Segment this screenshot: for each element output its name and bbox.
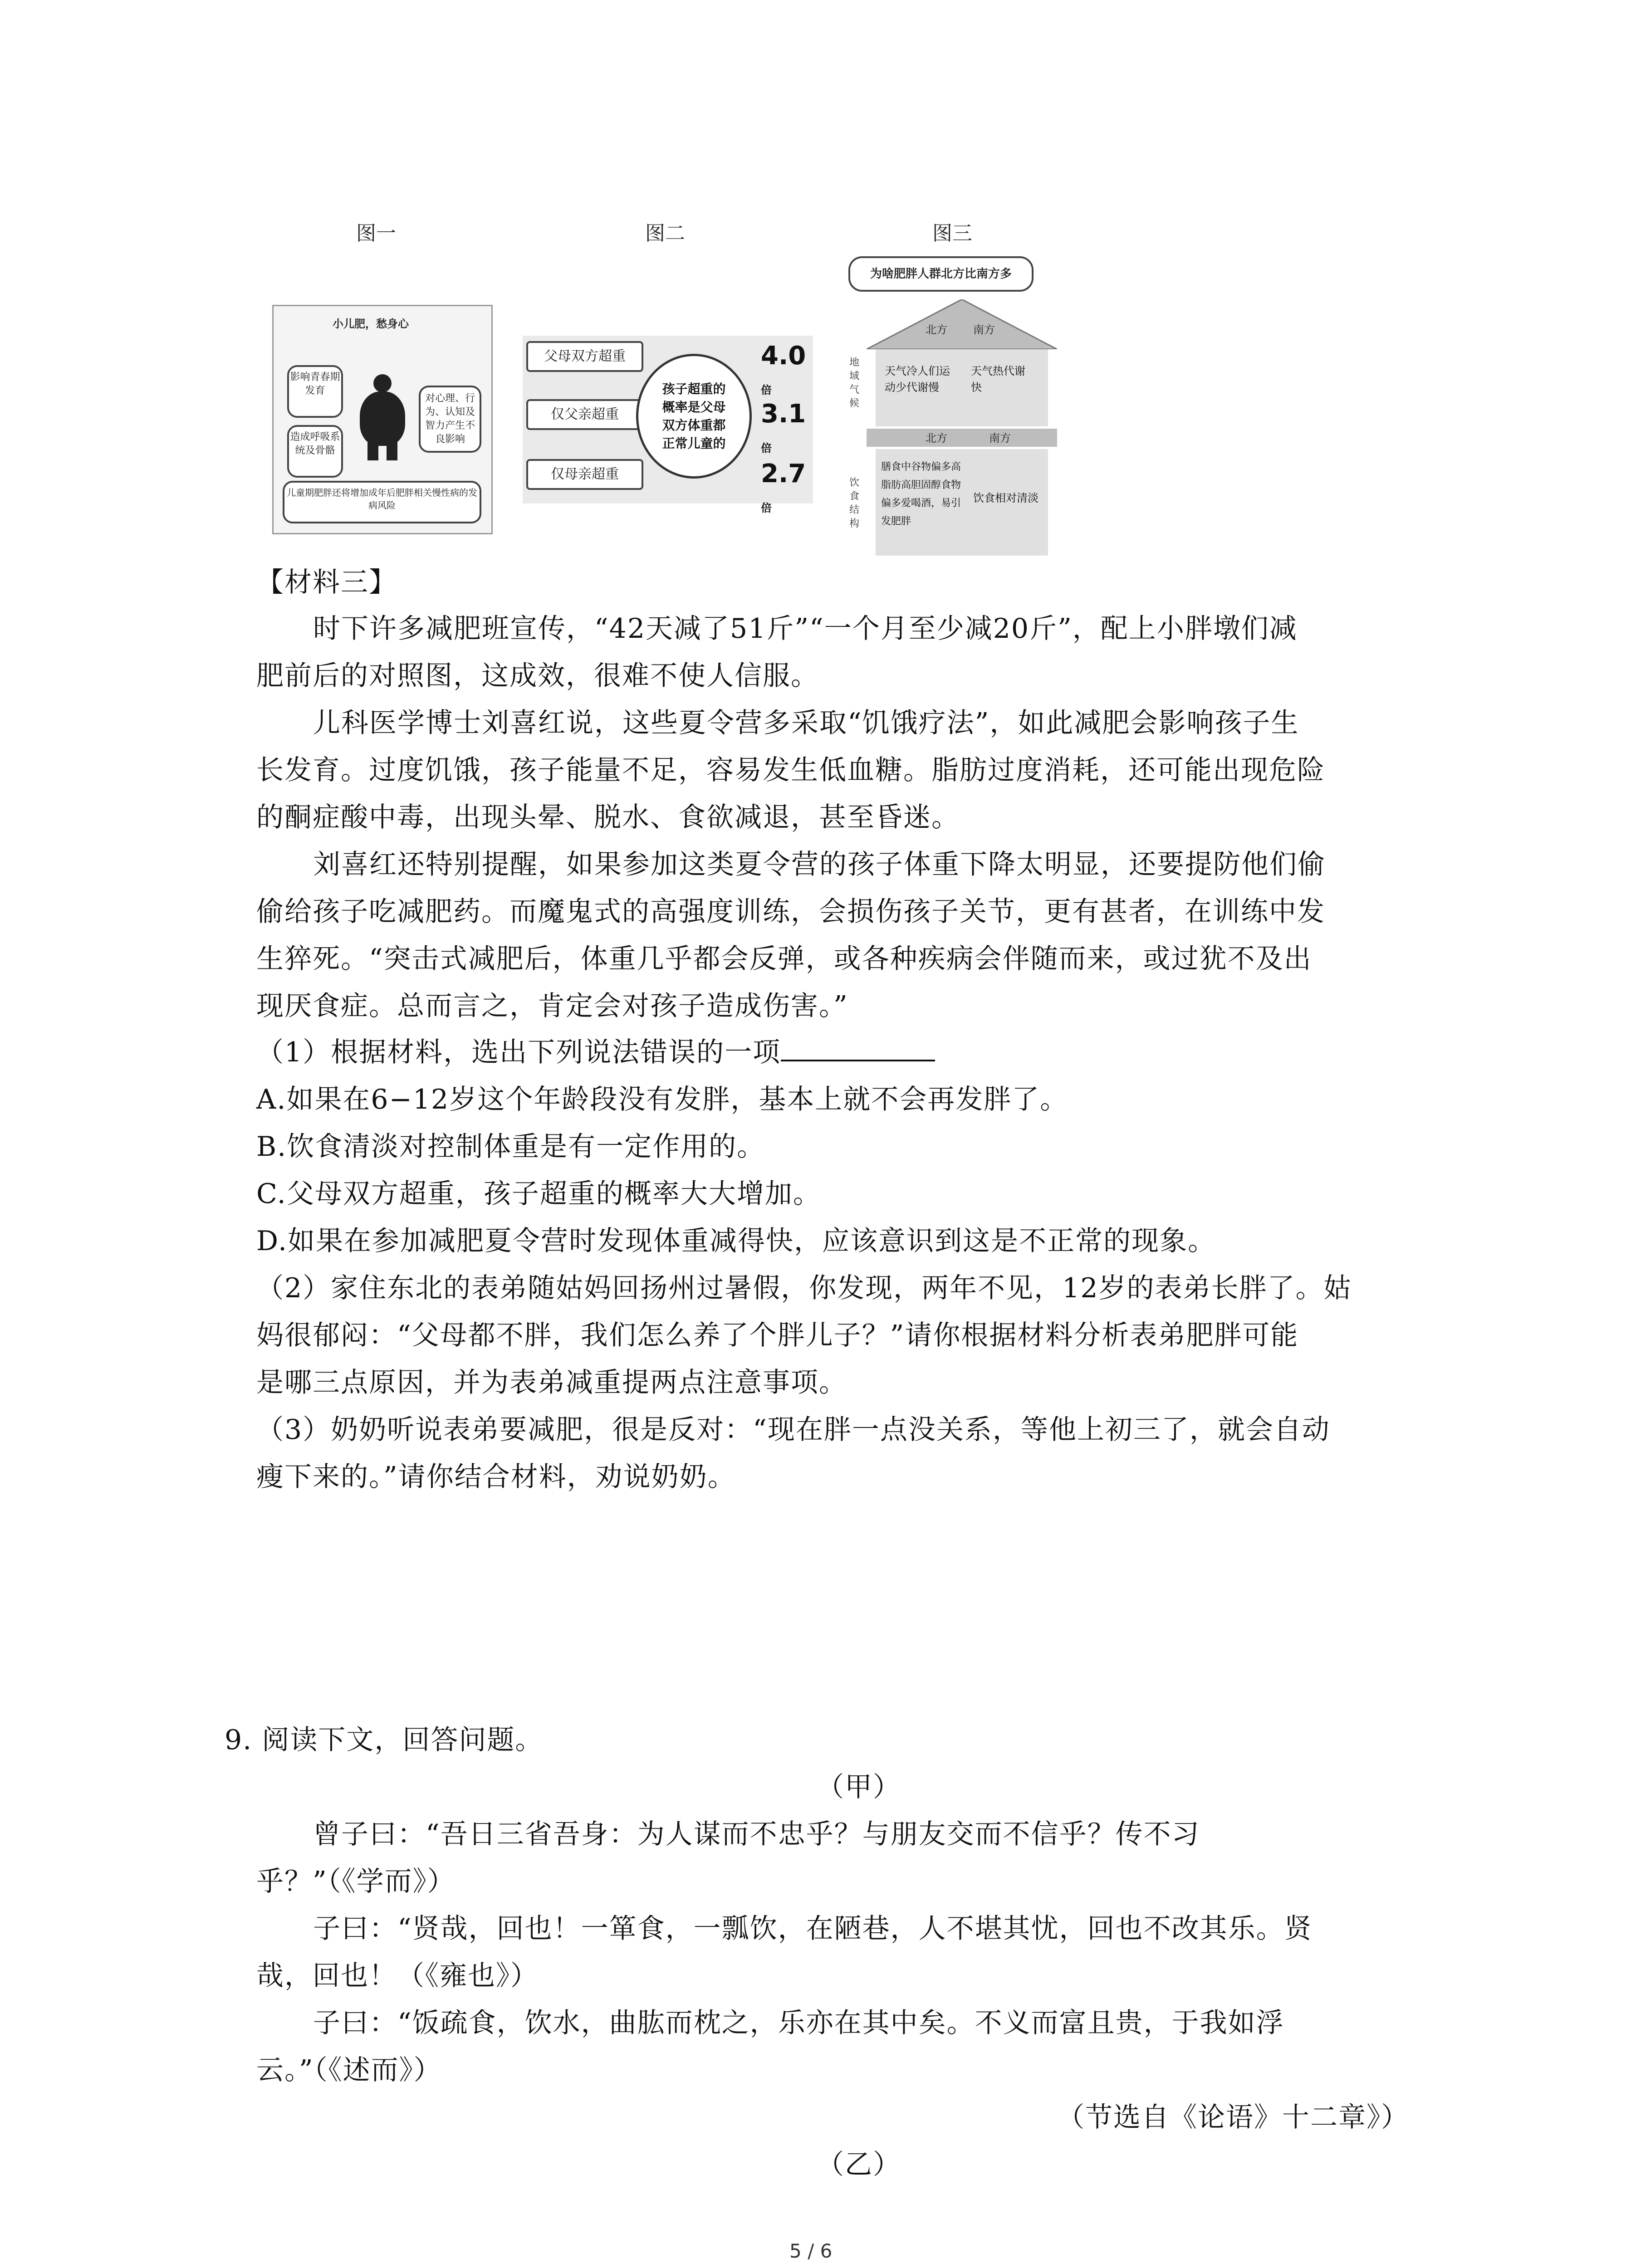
q9-source: （节选自《论语》十二章》） [1057, 2102, 1409, 2133]
question-2-line-2: 妈很郁闷：“父母都不胖，我们怎么养了个胖儿子？”请你根据材料分析表弟肥胖可能 [256, 1320, 1299, 1351]
q9-title: 9. 阅读下文，回答问题。 [225, 1724, 544, 1756]
fig3-side-top: 地域气候 [849, 357, 860, 409]
fig2-center-circle [636, 354, 752, 479]
fig2-row3-label: 仅母亲超重 [551, 466, 619, 482]
material3-line-3: 儿科医学博士刘喜红说，这些夏令营多采取“饥饿疗法”，如此减肥会影响孩子生 [313, 707, 1299, 739]
fig1-left-bottom-box [287, 425, 343, 478]
fig1-right-box [419, 386, 481, 453]
fig3-roof-shape [867, 299, 1057, 349]
figure-2 [523, 336, 813, 514]
q9-yi-heading: （乙） [817, 2149, 901, 2180]
q9-line-3: 子曰：“贤哉，回也！一箪食，一瓢饮，在陋巷，人不堪其忧，回也不改其乐。贤 [313, 1913, 1313, 1945]
fig3-side-bottom: 饮食结构 [849, 477, 860, 529]
fig3-south-climate: 天气热代谢快 [971, 365, 1025, 394]
fig2-value-2: 3.1倍 [761, 399, 806, 455]
fig1-left-bottom-text: 造成呼吸系统及骨骼 [290, 431, 340, 456]
fig3-diet-block [876, 449, 1048, 556]
fig3-middle-band [867, 429, 1057, 447]
fig3-caption: 图三 [932, 222, 972, 245]
q9-line-4: 哉，回也！（《雍也》） [256, 1960, 539, 1992]
figure-3 [839, 249, 1057, 558]
material3-line-2: 肥前后的对照图，这成效，很难不使人信服。 [256, 660, 819, 692]
fig3-south-diet: 饮食相对清淡 [973, 492, 1038, 504]
question-3-line-1: （3）奶奶听说表弟要减肥，很是反对：“现在胖一点没关系，等他上初三了，就会自动 [256, 1414, 1330, 1446]
fig1-right-text: 对心理、行为、认知及智力产生不良影响 [425, 393, 475, 445]
fig2-row1-label: 父母双方超重 [544, 348, 626, 364]
figure-1 [272, 305, 493, 534]
material3-line-8: 生猝死。“突击式减肥后，体重几乎都会反弹，或各种疾病会伴随而来，或过犹不及出 [256, 943, 1312, 975]
material3-heading: 【材料三】 [256, 567, 397, 598]
fig1-title: 小儿肥，愁身心 [333, 317, 409, 330]
option-b: B.饮食清淡对控制体重是有一定作用的。 [256, 1131, 765, 1163]
material3-line-4: 长发育。过度饥饿，孩子能量不足，容易发生低血糖。脂肪过度消耗，还可能出现危险 [256, 754, 1325, 786]
fig2-row2-label-box [526, 399, 643, 430]
fig2-row2-label: 仅父亲超重 [551, 406, 619, 422]
question-3-line-2: 瘦下来的。”请你结合材料，劝说奶奶。 [256, 1461, 736, 1493]
fig2-value-1: 4.0倍 [761, 341, 806, 396]
fig1-bottom-text: 儿童期肥胖还将增加成年后肥胖相关慢性病的发病风险 [287, 487, 477, 511]
page-number: 5 / 6 [789, 2240, 833, 2262]
q9-line-5: 子曰：“饭疏食，饮水，曲肱而枕之，乐亦在其中矣。不义而富且贵，于我如浮 [313, 2007, 1284, 2039]
fig3-north-mid: 北方 [926, 432, 947, 445]
fig1-bottom-box [283, 481, 481, 523]
q9-line-6: 云。”（《述而》） [256, 2054, 442, 2086]
fig2-caption: 图二 [645, 222, 685, 245]
fig3-climate-block [876, 349, 1048, 426]
fig3-north-top: 北方 [926, 323, 947, 336]
material3-line-5: 的酮症酸中毒，出现头晕、脱水、食欲减退，甚至昏迷。 [256, 802, 960, 833]
fig1-caption: 图一 [356, 222, 396, 245]
fig2-row3-label-box [526, 459, 643, 490]
fig1-left-top-text: 影响青春期发育 [290, 371, 340, 396]
fig2-value-3: 2.7倍 [761, 459, 806, 514]
child-silhouette-icon [358, 374, 407, 460]
material3-line-6: 刘喜红还特别提醒，如果参加这类夏令营的孩子体重下降太明显，还要提防他们偷 [313, 849, 1326, 880]
q9-line-1: 曾子曰：“吾日三省吾身：为人谋而不忠乎？与朋友交而不信乎？传不习 [313, 1818, 1200, 1850]
fig2-row1-label-box [526, 341, 643, 372]
fig3-banner: 为啥肥胖人群北方比南方多 [848, 256, 1034, 292]
q9-jia-heading: （甲） [817, 1771, 901, 1803]
fig3-north-diet: 膳食中谷物偏多高脂肪高胆固醇食物偏多爱喝酒，易引发肥胖 [881, 461, 961, 527]
material3-line-9: 现厌食症。总而言之，肯定会对孩子造成伤害。” [256, 990, 848, 1022]
fig3-north-climate: 天气冷人们运动少代谢慢 [885, 365, 950, 394]
fig3-south-mid: 南方 [989, 432, 1011, 445]
answer-blank[interactable] [781, 1034, 935, 1061]
fig1-left-top-box [287, 365, 343, 418]
fig3-south-top: 南方 [973, 323, 995, 336]
option-a: A.如果在6−12岁这个年龄段没有发胖，基本上就不会再发胖了。 [256, 1084, 1068, 1115]
material3-line-7: 偷给孩子吃减肥药。而魔鬼式的高强度训练，会损伤孩子关节，更有甚者，在训练中发 [256, 896, 1325, 928]
question-2-line-1: （2）家住东北的表弟随姑妈回扬州过暑假，你发现，两年不见，12岁的表弟长胖了。姑 [256, 1272, 1352, 1304]
option-d: D.如果在参加减肥夏令营时发现体重减得快，应该意识到这是不正常的现象。 [256, 1225, 1216, 1257]
question-2-line-3: 是哪三点原因，并为表弟减重提两点注意事项。 [256, 1367, 847, 1398]
q9-line-2: 乎？”（《学而》） [256, 1866, 456, 1897]
option-c: C.父母双方超重，孩子超重的概率大大增加。 [256, 1178, 821, 1210]
fig2-center-text: 孩子超重的概率是父母双方体重都正常儿童的 [662, 381, 726, 451]
material3-line-1: 时下许多减肥班宣传，“42天减了51斤”“一个月至少减20斤”，配上小胖墩们减 [313, 613, 1298, 645]
question-1: （1）根据材料，选出下列说法错误的一项 [256, 1029, 935, 1076]
